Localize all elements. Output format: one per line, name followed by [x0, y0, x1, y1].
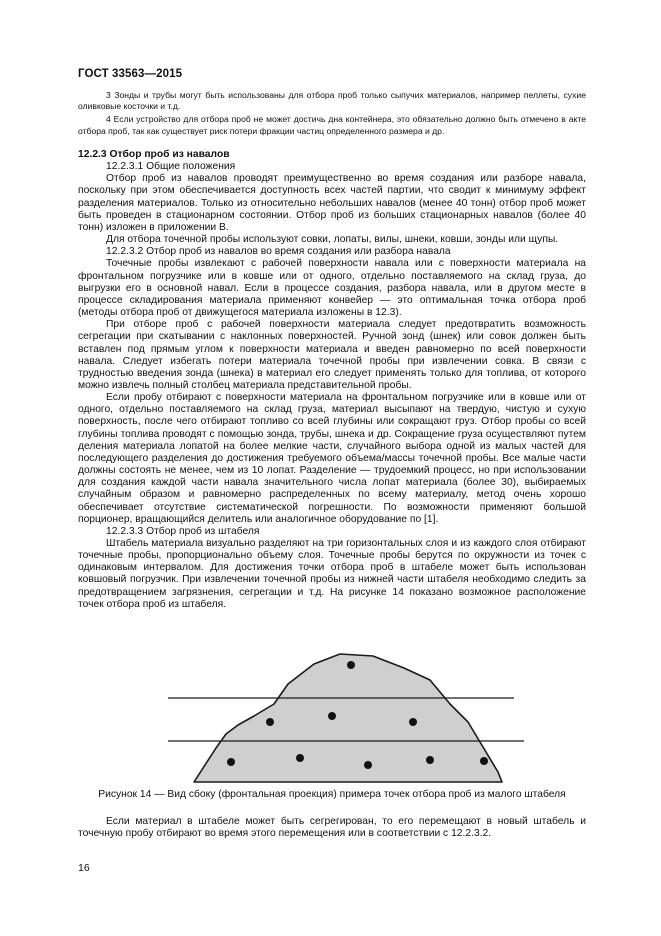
sample-point	[364, 761, 372, 769]
stockpile-figure	[168, 650, 528, 784]
note-3: 3 Зонды и трубы могут быть использованы для отбора проб только сыпучих материалов, например пеллеты, сухие оливковые косточки и т.д.	[78, 90, 586, 112]
sample-point	[409, 718, 417, 726]
paragraph-4: При отборе проб с рабочей поверхности материала следует предотвратить возможность сегрегации при скатывании с наклонных поверхностей. Ручной зонд (шнек) или совок должен быть вставлен под прямым углом к поверхности материала и введен равномерно по всей поверхности навала. Следует избегать потери материала точечной пробы при извлечении совка. В связи с трудностью введения зонда (шнека) в материал его следует применять только для топлива, от которого можно извлечь полный столбец материала представительной пробы.	[78, 319, 586, 391]
document-header: ГОСТ 33563—2015	[78, 68, 183, 80]
page-number: 16	[78, 862, 90, 874]
section-heading: 12.2.3 Отбор проб из навалов	[78, 149, 230, 160]
stockpile-shape	[194, 654, 502, 782]
paragraph-6: Штабель материала визуально разделяют на три горизонтальных слоя и из каждого слоя отбирают точечные пробы, пропорционально объему слоя. Точечные пробы берутся по окружности из точек с одинаковым интервалом. Для достижения точки отбора проб в штабеле может быть использован ковшовый погрузчик. При извлечении точечной пробы из нижней части штабеля необходимо следить за предотвращением загрязнения, сегрегации и т.д. На рисунке 14 показано возможное расположение точек отбора проб из штабеля.	[78, 538, 586, 610]
paragraph-2: Для отбора точечной пробы используют совки, лопаты, вилы, шнеки, ковши, зонды или щупы.	[106, 234, 559, 246]
sample-point	[227, 758, 235, 766]
paragraph-1: Отбор проб из навалов проводят преимущественно во время создания или разборе навала, поскольку при этом обеспечивается доступность всех частей партии, что сводит к минимуму эффект разделения материалов. Только из относительно небольших навалов (менее 40 тонн) отбор проб может быть проведен в стационарном состоянии. Отбор проб из больших стационарных навалов (более 40 тонн) изложен в приложении В.	[78, 173, 586, 233]
paragraph-5: Если пробу отбирают с поверхности материала на фронтальном погрузчике или в ковше или от одного, отдельно поставляемого на склад груза, материал высыпают на твердую, чистую и сухую поверхность, после чего отбирают топливо со всей глубины или сокращают груз. Отбор пробы со всей глубины топлива проводят с помощью зонда, трубы, шнека и др. Сокращение груза осуществляют путем деления материала лопатой на более мелкие части, случайного выбора одной из малых частей для последующего разделения до достижения требуемого объема/массы точечной пробы. Все малые части должны состоять не менее, чем из 10 лопат. Разделение — трудоемкий процесс, но при использовании для создания каждой части навала значительного числа лопат материала (более 30), выбираемых случайным образом и равномерно распределенных по всему материалу, метод очень хорошо обеспечивает отсутствие систематической погрешности. По возможности применяют большой порционер, вращающийся делитель или аналогичное оборудование по [1].	[78, 392, 586, 525]
section-body	[78, 149, 586, 611]
sample-point	[328, 712, 336, 720]
figure-caption: Рисунок 14 — Вид сбоку (фронтальная проекция) примера точек отбора проб из малого штабеля	[98, 789, 566, 800]
closing-paragraph: Если материал в штабеле может быть сегрегирован, то его перемещают в новый штабель и точечную пробу отбирают во время этого перемещения или в соответствии с 12.2.3.2.	[78, 816, 586, 840]
paragraph-3: Точечные пробы извлекают с рабочей поверхности навала или с поверхности материала на фронтальном погрузчике или в ковше или от одного, отдельно поставляемого на склад груза, до выгрузки его в основной навал. Если в процессе создания, разбора навала, или в другом месте в процессе складирования материала применяют конвейер — это оптимальная точка отбора проб (методы отбора проб от движущегося материала изложены в 12.3).	[78, 258, 586, 319]
closing-block	[78, 816, 586, 840]
sample-point	[347, 661, 355, 669]
subsection-title-2: 12.2.3.2 Отбор проб из навалов во время создания или разбора навала	[106, 246, 451, 258]
subsection-title-1: 12.2.3.1 Общие положения	[106, 161, 236, 173]
sample-point	[480, 757, 488, 765]
sample-point	[266, 718, 274, 726]
note-4: 4 Если устройство для отбора проб не может достичь дна контейнера, это обязательно должно быть отмечено в акте отбора проб, так как существует риск потери фракции частиц определенного размера и др.	[78, 114, 586, 136]
sample-point	[426, 756, 434, 764]
sample-point	[296, 754, 304, 762]
subsection-title-3: 12.2.3.3 Отбор проб из штабеля	[106, 525, 260, 537]
notes-block	[78, 90, 586, 139]
